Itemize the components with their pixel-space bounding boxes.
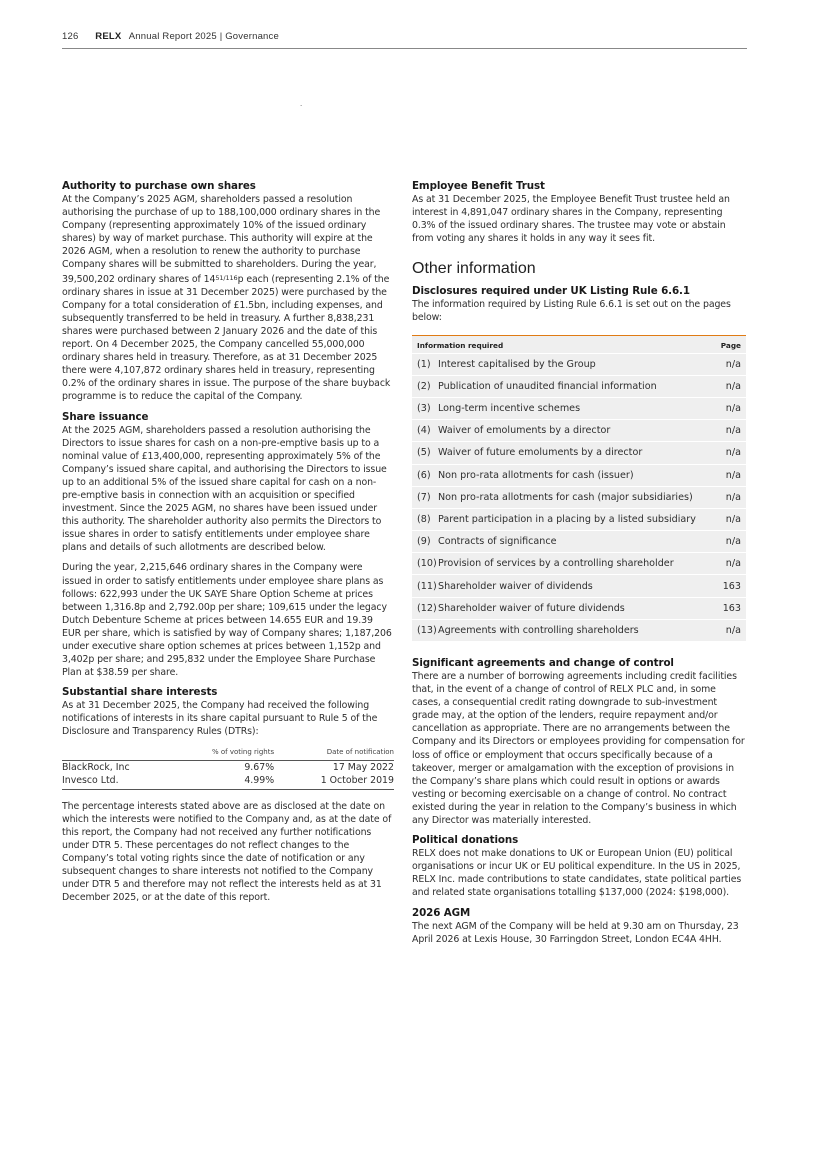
political-text: RELX does not make donations to UK or European Union (EU) political organisations or incur UK or EU political expenditure. In the US in 2025, RELX Inc. made contributions to state candidates, state political parties and related state organisations totalling $137,000 (2024: $198,000).	[412, 848, 742, 899]
item-page: n/a	[725, 491, 741, 503]
right-column	[412, 180, 746, 953]
item-number: (2)	[417, 380, 431, 392]
item-page: 163	[722, 580, 741, 592]
item-page: n/a	[725, 536, 741, 548]
item-page: n/a	[725, 358, 741, 370]
substantial-section	[62, 686, 394, 904]
info-item	[412, 397, 714, 419]
significant-heading: Significant agreements and change of control	[412, 657, 674, 669]
item-number: (12)	[417, 602, 437, 614]
agm-text: The next AGM of the Company will be held at 9.30 am on Thursday, 23 April 2026 at Lexis House, 30 Farringdon Street, London EC4A 4HH.	[412, 920, 739, 945]
holder-date: 1 October 2019	[274, 774, 394, 790]
item-label: Waiver of future emoluments by a director	[438, 447, 643, 459]
info-item	[412, 553, 714, 575]
item-number: (11)	[417, 580, 437, 592]
item-number: (13)	[417, 624, 437, 636]
info-item	[412, 619, 714, 641]
info-item	[412, 442, 714, 464]
info-item	[412, 353, 714, 375]
share-issuance-section	[62, 411, 394, 680]
item-page: n/a	[725, 469, 741, 481]
table-row	[412, 486, 746, 508]
authority-text-a: At the Company’s 2025 AGM, shareholders passed a resolution authorising the purchase of up to 188,100,000 ordinary shares in the Company (representing approximately 10% of the issued ordinary shares) by way of market purchase. This authority will expire at the 2026 AGM, when a resolution to renew the authority to purchase Company shares will be submitted to shareholders. During the year, 39,500,202 ordinary shares of 14	[62, 194, 381, 285]
substantial-interests-table	[62, 746, 394, 790]
item-number: (1)	[417, 358, 431, 370]
ebt-text: As at 31 December 2025, the Employee Benefit Trust trustee held an interest in 4,891,047 ordinary shares in the Company, representing 0.3% of the issued ordinary shares. The trustee may vote or abstain from voting any shares it holds in any way it sees fit.	[412, 194, 730, 245]
authority-section	[62, 180, 394, 404]
substantial-heading: Substantial share interests	[62, 686, 218, 699]
table-row	[412, 375, 746, 397]
disclosures-section	[412, 285, 746, 641]
authority-text-b: p each (representing 2.1% of the ordinary shares in issue at 31 December 2025) were purchased by the Company for a total consideration of £1.5bn, including expenses, and subsequently transferred to be held in treasury. A further 8,838,231 shares were purchased between 2 January 2026 and the date of this report. On 4 December 2025, the Company cancelled 55,000,000 ordinary shares held in treasury. Therefore, as at 31 December 2025 there were 4,107,872 ordinary shares held in treasury, representing 0.2% of the ordinary shares in issue. The purpose of the share buyback programme is to reduce the capital of the Company.	[62, 273, 391, 403]
item-label: Long-term incentive schemes	[438, 403, 581, 415]
item-page: n/a	[725, 380, 741, 392]
table-row	[412, 508, 746, 530]
item-label: Publication of unaudited financial information	[438, 380, 657, 392]
item-number: (8)	[417, 513, 431, 525]
item-page: n/a	[725, 425, 741, 437]
table-row	[62, 774, 394, 790]
item-page: n/a	[725, 624, 741, 636]
item-number: (6)	[417, 469, 431, 481]
listing-rule-table	[412, 335, 746, 641]
significant-section	[412, 657, 746, 827]
col-information: Information required	[412, 335, 714, 353]
holder-pct: 4.99%	[173, 774, 275, 790]
table-row	[412, 575, 746, 597]
ebt-section	[412, 180, 746, 245]
other-information-heading: Other information	[412, 260, 536, 278]
info-item	[412, 508, 714, 530]
info-item	[412, 375, 714, 397]
col-voting-rights: % of voting rights	[173, 746, 275, 761]
authority-heading: Authority to purchase own shares	[62, 180, 256, 192]
table-row	[412, 531, 746, 553]
table-row	[412, 442, 746, 464]
item-page: n/a	[725, 447, 741, 459]
page-number: 126	[62, 31, 79, 42]
holder-name: Invesco Ltd.	[62, 774, 173, 790]
political-section	[412, 834, 746, 899]
substantial-intro: As at 31 December 2025, the Company had received the following notifications of interests in its share capital pursuant to Rule 5 of the Disclosure and Transparency Rules (DTRs):	[62, 700, 378, 738]
item-page: n/a	[725, 403, 741, 415]
page-header	[62, 31, 747, 42]
item-label: Parent participation in a placing by a listed subsidiary	[438, 513, 696, 525]
share-issuance-heading: Share issuance	[62, 410, 149, 423]
table-row	[412, 353, 746, 375]
item-label: Provision of services by a controlling shareholder	[438, 558, 674, 570]
significant-text: There are a number of borrowing agreements including credit facilities that, in the event of a change of control of RELX PLC and, in some cases, a consequential credit rating downgrade to sub-investment grade may, at the option of the lenders, require repayment and/or cancellation as appropriate. There are no arrangements between the Company and its Directors or employees providing for compensation for loss of office or employment that occurs specifically because of a takeover, merger or amalgamation with the exception of provisions in the Company’s share plans which could result in options or awards vesting or becoming exercisable on a change of control. No contract existed during the year in relation to the Company’s business in which any Director was materially interested.	[412, 671, 745, 827]
item-page: n/a	[725, 558, 741, 570]
table-row	[412, 619, 746, 641]
header-rule	[62, 48, 747, 49]
agm-heading: 2026 AGM	[412, 906, 471, 919]
item-number: (3)	[417, 403, 431, 415]
col-holder	[62, 746, 173, 761]
ebt-heading: Employee Benefit Trust	[412, 180, 545, 192]
col-page: Page	[714, 335, 746, 353]
item-label: Shareholder waiver of dividends	[438, 580, 593, 592]
share-issuance-para-2: During the year, 2,215,646 ordinary shares in the Company were issued in order to satisfy entitlements under employee share plans as follows: 622,993 under the UK SAYE Share Option Scheme at prices between 1,316.8p and 2,792.00p per share; 109,615 under the legacy Dutch Debenture Scheme at prices between 14.655 EUR and 19.39 EUR per share, which is satisfied by way of Company shares; 1,187,206 under executive share option schemes at prices between 1,152p and 3,402p per share; and 295,832 under the Employee Share Purchase Plan at $38.59 per share.	[62, 562, 392, 679]
table-row	[412, 397, 746, 419]
item-number: (7)	[417, 491, 431, 503]
listing-rule-rows	[412, 353, 746, 641]
item-number: (4)	[417, 425, 431, 437]
col-date: Date of notification	[274, 746, 394, 761]
share-issuance-para-1: At the 2025 AGM, shareholders passed a resolution authorising the Directors to issue shares for cash on a non-pre-emptive basis up to a nominal value of £13,400,000, representing approximately 5% of the Company’s issued share capital, and authorising the Directors to issue up to an additional 5% of the issued share capital for cash on a non-pre-emptive basis in connection with an acquisition or specified investment. Since the 2025 AGM, no shares have been issued under this authority. The shareholder authority also permits the Directors to issue shares in order to satisfy entitlements under employee share plans and details of such allotments are described below.	[62, 424, 387, 554]
item-number: (10)	[417, 558, 437, 570]
item-number: (9)	[417, 536, 431, 548]
disclosures-heading: Disclosures required under UK Listing Rule 6.6.1	[412, 285, 690, 298]
info-item	[412, 531, 714, 553]
item-label: Waiver of emoluments by a director	[438, 425, 611, 437]
agm-section	[412, 907, 746, 946]
item-label: Non pro-rata allotments for cash (issuer)	[438, 469, 634, 481]
authority-text	[62, 193, 394, 404]
table-row	[62, 760, 394, 774]
info-item	[412, 420, 714, 442]
info-item	[412, 575, 714, 597]
item-label: Shareholder waiver of future dividends	[438, 602, 625, 614]
table-row	[412, 464, 746, 486]
political-heading: Political donations	[412, 834, 519, 847]
item-label: Non pro-rata allotments for cash (major subsidiaries)	[438, 491, 693, 503]
disclosures-text: The information required by Listing Rule 6.6.1 is set out on the pages below:	[412, 299, 731, 324]
item-page: n/a	[725, 513, 741, 525]
authority-fraction: 51/116	[215, 273, 238, 282]
item-page: 163	[722, 602, 741, 614]
holder-date: 17 May 2022	[332, 761, 394, 773]
info-item	[412, 597, 714, 619]
table-row	[412, 597, 746, 619]
left-column	[62, 180, 394, 911]
brand-name: RELX	[95, 31, 122, 42]
holder-name: BlackRock, Inc	[62, 761, 130, 773]
table-row	[412, 420, 746, 442]
table-row	[412, 553, 746, 575]
item-label: Agreements with controlling shareholders	[438, 624, 639, 636]
item-label: Contracts of significance	[438, 536, 557, 548]
item-number: (5)	[417, 447, 431, 459]
holder-pct: 9.67%	[244, 761, 275, 773]
report-title: Annual Report 2025 | Governance	[128, 31, 279, 42]
info-item	[412, 486, 714, 508]
stray-mark: .	[300, 99, 303, 108]
substantial-after: The percentage interests stated above are as disclosed at the date on which the interests were notified to the Company and, as at the date of this report, the Company had not received any further notifications under DTR 5. These percentages do not reflect changes to the Company’s total voting rights since the date of notification or any subsequent changes to share interests not notified to the Company under DTR 5 and therefore may not reflect the interests held as at 31 December 2025, or at the date of this report.	[62, 800, 392, 904]
info-item	[412, 464, 714, 486]
item-label: Interest capitalised by the Group	[438, 358, 596, 370]
